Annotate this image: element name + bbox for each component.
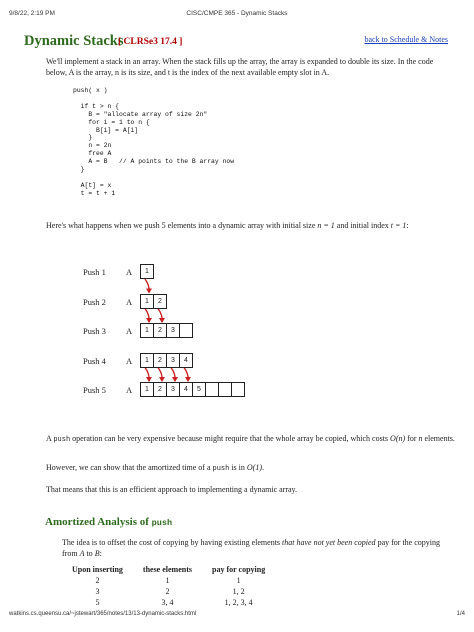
amortized-analysis-heading: [45, 516, 172, 528]
array-cell: 1: [140, 323, 154, 338]
table-row: [62, 597, 275, 608]
section-to: to: [84, 548, 95, 558]
print-footer-url: watkins.cs.queensu.ca/~jstewart/365/notes/13/13-dynamic-stacks.html: [9, 611, 197, 617]
amortized-pre: However, we can show that the amortized time of a: [46, 463, 213, 472]
print-datetime: 9/8/22, 2:19 PM: [9, 10, 55, 17]
push-intro-sentence: [46, 221, 466, 232]
push-code-block: push( x ) if t > n { B = "allocate array of size 2n" for i = 1 to n { B[i] = A[i] } n = 2n free A A = B // A points to the B array now } A[t] = x t = t + 1: [73, 87, 235, 197]
page-title: Dynamic Stacks: [24, 33, 124, 49]
table-row: [62, 575, 275, 586]
array-cell: 3: [166, 323, 180, 338]
array-cell: 5: [192, 382, 206, 397]
t-math: t = 1: [390, 221, 407, 230]
efficient-paragraph: That means that this is an efficient approach to implementing a dynamic array.: [46, 485, 298, 494]
copy-arrow-head: [146, 318, 152, 323]
section-italic: that have not yet been copied: [282, 538, 376, 547]
array-cell: 3: [166, 353, 180, 368]
array-label: A: [126, 267, 133, 277]
header-upon-inserting: Upon inserting: [72, 564, 123, 574]
array-label: A: [126, 385, 133, 395]
amortized-post: .: [262, 463, 264, 472]
table-cell: 1, 2: [232, 587, 245, 596]
b-math: B: [94, 548, 100, 558]
back-to-schedule-link[interactable]: back to Schedule & Notes: [364, 35, 448, 44]
copy-arrow: [158, 309, 162, 323]
push-intro-middle: and initial index: [334, 221, 391, 230]
array-cell: 1: [140, 382, 154, 397]
array-label: A: [126, 296, 133, 307]
table-cell: 3: [95, 587, 100, 596]
section-pre: The idea is to offset the cost of copying by having existing elements: [62, 538, 283, 547]
copy-arrow: [145, 309, 149, 323]
n-math: n = 1: [317, 221, 335, 230]
push-step-label: Push 3: [83, 326, 106, 336]
amortized-paragraph: [46, 463, 456, 475]
push-intro-end: :: [406, 221, 409, 230]
empty-array-cell: [218, 382, 232, 397]
header-these-elements: these elements: [142, 564, 192, 574]
empty-array-cell: [231, 382, 245, 397]
push-code-inline-2: push: [212, 465, 230, 473]
table-cell: 1, 2, 3, 4: [224, 598, 253, 607]
push-step-label: Push 5: [83, 385, 106, 395]
cost-post: for: [405, 434, 419, 443]
array-cell: 1: [140, 264, 154, 279]
table-cell: 1: [165, 576, 170, 585]
copy-arrow-head: [159, 377, 165, 382]
table-cell: 2: [165, 587, 170, 596]
array-cell: 4: [179, 382, 193, 397]
push-step-label: Push 2: [83, 296, 106, 307]
copy-arrow: [145, 368, 149, 382]
table-header-row: [62, 563, 275, 575]
section-paragraph: [62, 538, 454, 559]
copy-arrow: [145, 279, 149, 293]
copy-arrow-head: [159, 318, 165, 323]
cost-paragraph: [46, 434, 456, 446]
table-cell: 3, 4: [161, 598, 174, 607]
intro-paragraph: We'll implement a stack in an array. When the stack fills up the array, the array is expanded to double its size. In the code below, A is the array, n is its size, and t is the index of the next available empty slot in A.: [46, 57, 434, 77]
push-code-inline: push: [53, 436, 71, 444]
header-pay-for-copying: pay for copying: [212, 564, 266, 574]
big-o-n-math: O(n): [390, 434, 406, 443]
section-end: :: [99, 548, 102, 558]
empty-array-cell: [179, 323, 193, 338]
array-cell: 4: [179, 353, 193, 368]
array-cell: 2: [153, 353, 167, 368]
copy-arrow: [158, 368, 162, 382]
cost-mid: operation can be very expensive because might require that the whole array be copied, which costs: [70, 434, 391, 443]
table-cell: 2: [95, 576, 100, 585]
empty-array-cell: [205, 382, 219, 397]
copy-arrow-head: [146, 289, 152, 294]
section-title: Amortized Analysis of: [45, 516, 152, 528]
n-elements-math: n: [418, 434, 423, 443]
array-cell: 1: [140, 353, 154, 368]
array-label: A: [126, 326, 133, 336]
table-cell: 1: [236, 576, 241, 585]
print-page-number: 1/4: [456, 611, 465, 617]
table-cell: 5: [95, 598, 100, 607]
print-page-title: CISC/CMPE 365 - Dynamic Stacks: [186, 10, 288, 17]
copy-arrow: [184, 368, 188, 382]
a-math: A: [79, 548, 85, 558]
array-cell: 2: [153, 323, 167, 338]
push-step-label: Push 1: [83, 267, 106, 277]
cost-pre: A: [46, 434, 54, 443]
copy-arrow-head: [185, 377, 191, 382]
table-row: [62, 586, 275, 597]
push-intro-text: Here's what happens when we push 5 elements into a dynamic array with initial size: [46, 221, 318, 230]
push-step-label: Push 4: [83, 355, 106, 366]
copy-cost-table: [62, 563, 275, 608]
copy-arrow-head: [172, 377, 178, 382]
clrs-reference: [ CLRSe3 17.4 ]: [118, 37, 183, 47]
array-cell: 3: [166, 382, 180, 397]
cost-post2: elements.: [422, 434, 455, 443]
array-cell: 2: [153, 382, 167, 397]
amortized-mid: is in: [229, 463, 247, 472]
copy-arrow-head: [146, 377, 152, 382]
copy-arrow: [171, 368, 175, 382]
big-o-1-math: O(1): [246, 463, 262, 472]
array-cell: 1: [140, 294, 154, 309]
section-mid: pay for the copying from: [62, 538, 440, 558]
array-cell: 2: [153, 294, 167, 309]
section-code: push: [151, 518, 173, 528]
array-label: A: [126, 355, 133, 366]
